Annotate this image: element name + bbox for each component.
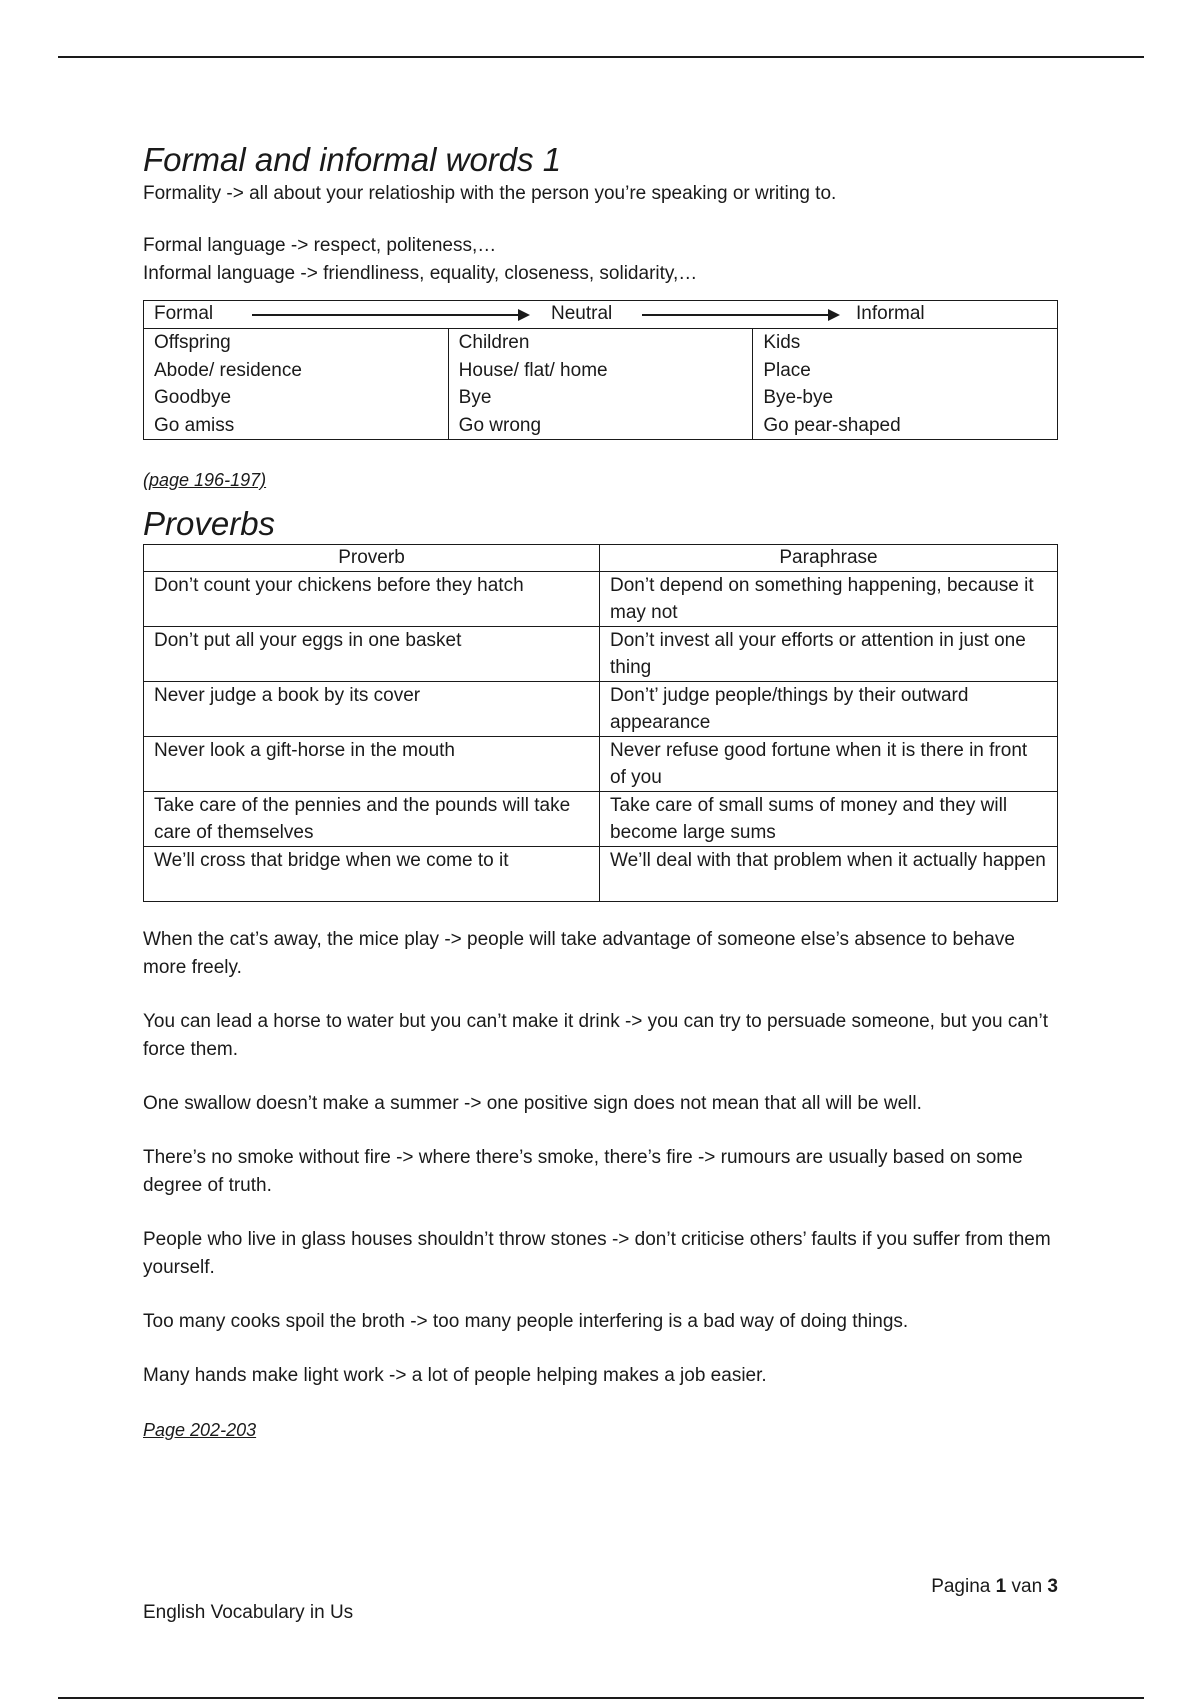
extra-proverb: There’s no smoke without fire -> where there’s smoke, there’s fire -> rumours are usually based on some degree of truth. xyxy=(143,1147,1023,1196)
proverb-column-header: Proverb xyxy=(144,545,600,572)
proverbs-header-row xyxy=(144,545,1058,572)
paraphrase-cell: Never refuse good fortune when it is there in front of you xyxy=(600,737,1058,792)
formal-column xyxy=(144,329,449,440)
table-row xyxy=(144,682,1058,737)
informal-column xyxy=(753,329,1058,440)
page-reference-2: Page 202-203 xyxy=(143,1420,257,1440)
informal-language-line: Informal language -> friendliness, equality, closeness, solidarity,… xyxy=(143,263,698,284)
table-row xyxy=(144,737,1058,792)
extra-proverb: People who live in glass houses shouldn’t throw stones -> don’t criticise others’ faults if you suffer from them yourself. xyxy=(143,1229,1051,1278)
proverb-cell: Never judge a book by its cover xyxy=(144,682,600,737)
scale-formal-label: Formal xyxy=(154,303,214,324)
page-number xyxy=(931,1576,1058,1598)
page-reference-1: (page 196-197) xyxy=(143,470,267,490)
page-total: 3 xyxy=(1047,1576,1058,1597)
scale-informal-label: Informal xyxy=(856,303,925,324)
paraphrase-cell: Don’t depend on something happening, because it may not xyxy=(600,572,1058,627)
formality-scale-row xyxy=(144,301,1058,329)
table-row xyxy=(144,847,1058,902)
neutral-word: Go wrong xyxy=(458,414,542,436)
arrow-right-icon xyxy=(642,314,838,316)
paraphrase-cell: Don’t’ judge people/things by their outward appearance xyxy=(600,682,1058,737)
formality-table xyxy=(143,300,1058,440)
page-of: van xyxy=(1011,1576,1043,1597)
table-row xyxy=(144,572,1058,627)
proverbs-table xyxy=(143,544,1058,902)
proverb-cell: Don’t put all your eggs in one basket xyxy=(144,627,600,682)
paraphrase-cell: Take care of small sums of money and they will become large sums xyxy=(600,792,1058,847)
paraphrase-cell: Don’t invest all your efforts or attention in just one thing xyxy=(600,627,1058,682)
extra-proverb: Many hands make light work -> a lot of people helping makes a job easier. xyxy=(143,1365,767,1386)
extra-proverb: One swallow doesn’t make a summer -> one positive sign does not mean that all will be well. xyxy=(143,1093,922,1114)
table-row xyxy=(144,792,1058,847)
formal-language-line: Formal language -> respect, politeness,… xyxy=(143,235,497,256)
scale-neutral-label: Neutral xyxy=(551,303,613,324)
paraphrase-cell: We’ll deal with that problem when it actually happen xyxy=(600,847,1058,902)
extra-proverb: When the cat’s away, the mice play -> people will take advantage of someone else’s absence to behave more freely. xyxy=(143,929,1015,978)
formality-definition: Formality -> all about your relatioship with the person you’re speaking or writing to. xyxy=(143,183,837,204)
proverb-cell: We’ll cross that bridge when we come to it xyxy=(144,847,600,902)
informal-word: Kids xyxy=(763,332,801,353)
section-title-formal-informal: Formal and informal words 1 xyxy=(143,141,562,178)
page-word: Pagina xyxy=(931,1576,991,1597)
formality-words-row xyxy=(144,329,1058,440)
section-title-proverbs: Proverbs xyxy=(143,505,276,542)
formal-word: Go amiss xyxy=(154,414,235,436)
arrow-right-icon xyxy=(252,314,528,316)
footer-document-title: English Vocabulary in Us xyxy=(143,1602,354,1623)
extra-proverb: Too many cooks spoil the broth -> too many people interfering is a bad way of doing things. xyxy=(143,1311,909,1332)
neutral-word: Children xyxy=(458,332,530,353)
table-row xyxy=(144,627,1058,682)
neutral-word: Bye xyxy=(458,387,492,408)
neutral-column xyxy=(448,329,753,440)
informal-word: Go pear-shaped xyxy=(763,414,901,436)
proverb-cell: Don’t count your chickens before they hatch xyxy=(144,572,600,627)
extra-proverb: You can lead a horse to water but you can’t make it drink -> you can try to persuade someone, but you can’t force them. xyxy=(143,1011,1048,1060)
footer-rule xyxy=(58,1697,1144,1699)
informal-word: Bye-bye xyxy=(763,387,834,408)
header-rule xyxy=(58,56,1144,58)
proverb-cell: Never look a gift-horse in the mouth xyxy=(144,737,600,792)
formality-scale xyxy=(144,301,1057,328)
formal-word: Abode/ residence xyxy=(154,359,302,381)
formal-word: Offspring xyxy=(154,332,231,353)
informal-word: Place xyxy=(763,359,811,381)
formal-word: Goodbye xyxy=(154,387,232,408)
neutral-word: House/ flat/ home xyxy=(458,359,608,381)
paraphrase-column-header: Paraphrase xyxy=(600,545,1058,572)
page-current: 1 xyxy=(995,1576,1007,1597)
page-content xyxy=(143,140,1058,1444)
proverb-cell: Take care of the pennies and the pounds will take care of themselves xyxy=(144,792,600,847)
